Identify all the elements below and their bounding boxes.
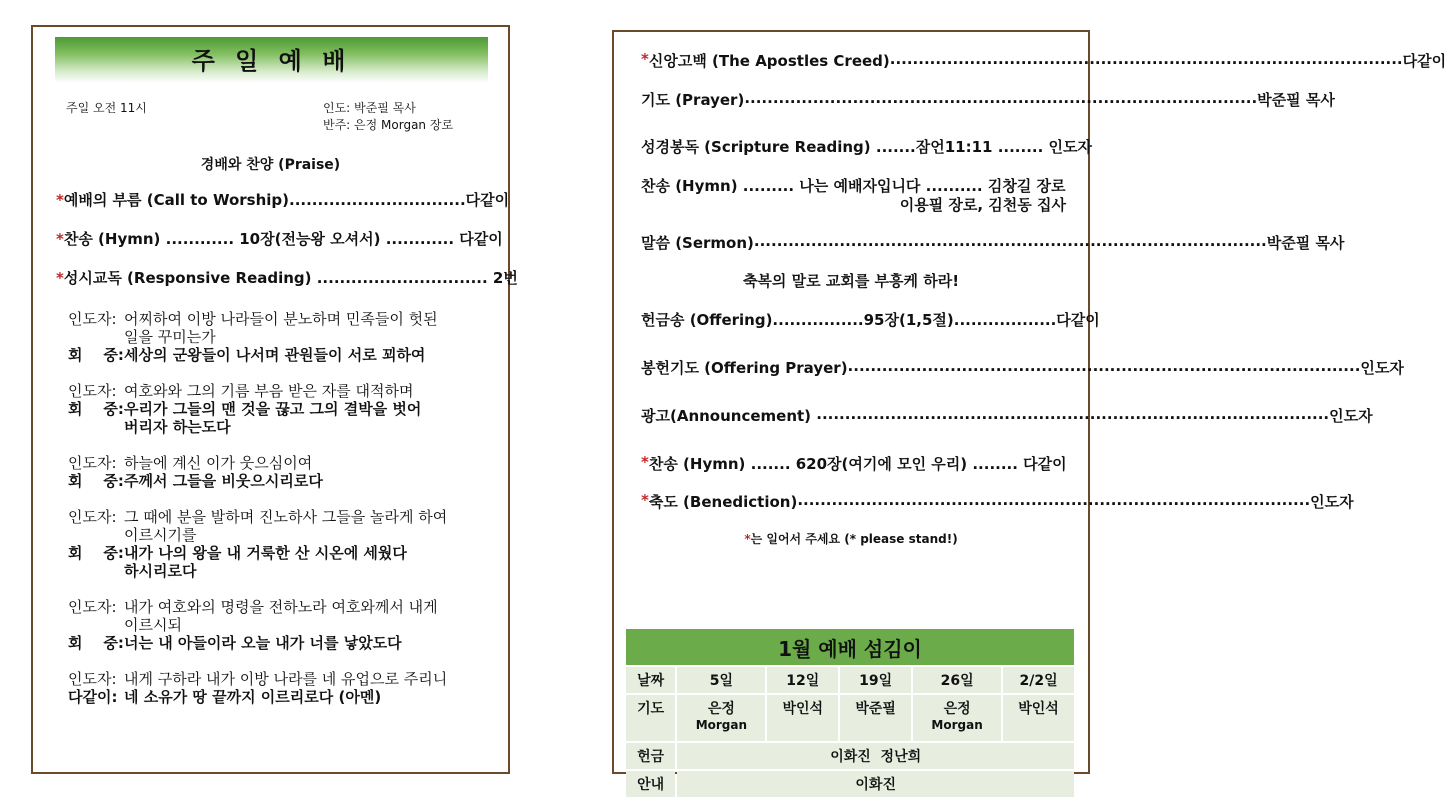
leader-dots: ..........................................................................................: [816, 405, 1330, 423]
responsive-reading-text: 성시교독 (Responsive Reading) .............................. 2번: [63, 269, 518, 287]
stand-note-text: 는 일어서 주세요 (* please stand!): [750, 532, 958, 546]
page-title: 주 일 예 배: [191, 47, 352, 75]
response-line: [68, 544, 498, 580]
speaker-label: 회 중:: [68, 634, 124, 652]
date-cell: 26일: [913, 667, 1001, 693]
hymn-2-line: [641, 175, 1066, 196]
speaker-label: 회 중:: [68, 346, 124, 364]
response-line: [68, 400, 498, 436]
date-label: 날짜: [626, 667, 675, 693]
response-text-cont: 일을 꾸미는가: [124, 328, 216, 346]
speaker-label: 회 중:: [68, 472, 124, 490]
creed-who: 다같이: [1402, 52, 1446, 70]
prayer-line: [641, 89, 1335, 110]
prayer-name-sub: Morgan: [931, 718, 983, 732]
stand-marker: *: [56, 230, 64, 248]
hymn-1: [56, 228, 503, 249]
hymn-1-text: 찬송 (Hymn) ............ 10장(전능왕 오셔서) ............ 다같이: [63, 230, 503, 248]
response-text: 네 소유가 땅 끝까지 이르리로다 (아멘): [124, 688, 382, 706]
sermon-line: [641, 232, 1345, 253]
leader-dots: ..........................................................................................: [889, 50, 1403, 68]
response-text-cont: 하시리로다: [124, 562, 197, 580]
prayer-row-label: 기도: [626, 695, 675, 741]
response-text: 여호와와 그의 기름 부음 받은 자를 대적하며: [124, 382, 414, 400]
sermon-label: 말씀 (Sermon): [641, 234, 754, 252]
leader: 인도: 박준필 목사: [323, 101, 416, 115]
leader-dots: ..........................................................................................: [847, 357, 1361, 375]
response-text: 어찌하여 이방 나라들이 분노하며 민족들이 헛된: [124, 310, 438, 328]
prayer-cell: [1003, 695, 1074, 741]
benediction-label: 축도 (Benediction): [648, 493, 798, 511]
offering-text: 헌금송 (Offering)................95장(1,5절)..................다같이: [641, 311, 1100, 329]
prayer-cell: [677, 695, 765, 741]
speaker-label: 인도자:: [68, 508, 117, 526]
speaker-label: 인도자:: [68, 310, 117, 328]
offering-prayer-label: 봉헌기도 (Offering Prayer): [641, 359, 848, 377]
stand-marker: *: [641, 491, 649, 509]
response-text-cont: 이르시기를: [124, 526, 197, 544]
prayer-cell: [840, 695, 911, 741]
offering-line: [641, 309, 1100, 330]
response-line: [68, 670, 498, 688]
date-cell: 2/2일: [1003, 667, 1074, 693]
sermon-title: 축복의 말로 교회를 부흥케 하라!: [742, 272, 960, 290]
right-page: [612, 30, 1446, 793]
speaker-label: 인도자:: [68, 598, 117, 616]
stand-note: [614, 530, 1088, 547]
speaker-label: 회 중:: [68, 400, 124, 418]
leader-dots: ..........................................................................................: [753, 232, 1267, 250]
hymn-2-text: 찬송 (Hymn) ......... 나는 예배자입니다 .......... 김창길 장로: [641, 177, 1066, 195]
prayer-cell: [767, 695, 838, 741]
response-text: 내가 나의 왕을 내 거룩한 산 시온에 세웠다: [124, 544, 407, 562]
creed-label: 신앙고백 (The Apostles Creed): [648, 52, 890, 70]
stand-marker: *: [56, 191, 64, 209]
responsive-reading: [56, 267, 518, 288]
response-line: [68, 310, 498, 346]
left-page: [31, 25, 518, 774]
speaker-label: 인도자:: [68, 670, 117, 688]
response-text-cont: 이르시되: [124, 616, 182, 634]
response-line: [68, 382, 498, 400]
response-text: 우리가 그들의 맨 것을 끊고 그의 결박을 벗어: [124, 400, 422, 418]
response-text: 내가 여호와의 명령을 전하노라 여호와께서 내게: [124, 598, 438, 616]
benediction-line: [641, 491, 1354, 512]
stand-marker: *: [56, 269, 64, 287]
response-line: [68, 508, 498, 544]
announcement-who: 인도자: [1329, 407, 1373, 425]
prayer-name: 은정: [707, 701, 735, 717]
usher-row-label: 안내: [626, 771, 675, 797]
table-row: [626, 771, 1074, 797]
prayer-name: 박인석: [1018, 701, 1059, 717]
prayer-cell: [913, 695, 1001, 741]
speaker-label: 인도자:: [68, 454, 117, 472]
response-text: 내게 구하라 내가 이방 나라를 네 유업으로 주리니: [124, 670, 448, 688]
announcement-line: [641, 405, 1373, 426]
sermon-who: 박준필 목사: [1266, 234, 1345, 252]
scripture-line: [641, 136, 1092, 157]
response-text: 그 때에 분을 발하며 진노하사 그들을 놀라게 하여: [124, 508, 448, 526]
speaker-label: 회 중:: [68, 544, 124, 562]
stand-marker: *: [641, 453, 649, 471]
accompanist: 반주: 은정 Morgan 장로: [323, 118, 454, 132]
response-text: 주께서 그들을 비웃으시리로다: [124, 472, 323, 490]
prayer-who: 박준필 목사: [1257, 91, 1335, 109]
response-line: [68, 598, 498, 634]
servers-table: [624, 627, 1076, 799]
table-row: [626, 667, 1074, 693]
responsive-reading-body: [68, 310, 498, 706]
response-line: [68, 634, 498, 652]
prayer-label: 기도 (Prayer): [641, 91, 745, 109]
date-cell: 19일: [840, 667, 911, 693]
table-row: [626, 695, 1074, 741]
table-row: [626, 743, 1074, 769]
benediction-who: 인도자: [1310, 493, 1354, 511]
response-text: 너는 내 아들이라 오늘 내가 너를 낳았도다: [124, 634, 402, 652]
response-line: [68, 472, 498, 490]
response-line: [68, 454, 498, 472]
call-to-worship-text: 예배의 부름 (Call to Worship)...............................다같이: [63, 191, 510, 209]
offering-prayer-who: 인도자: [1360, 359, 1404, 377]
creed-line: [641, 50, 1446, 71]
prayer-name: 은정: [943, 701, 971, 717]
hymn-3-line: [641, 453, 1066, 474]
hymn-2-line-2: [641, 194, 1066, 215]
offering-cell: 이화진 정난희: [677, 743, 1074, 769]
offering-prayer-line: [641, 357, 1404, 378]
scripture-text: 성경봉독 (Scripture Reading) .......잠언11:11 ........ 인도자: [641, 138, 1092, 156]
leader-dots: ..........................................................................................: [744, 89, 1258, 107]
response-text: 하늘에 계신 이가 웃으심이여: [124, 454, 313, 472]
praise-heading: 경배와 찬양 (Praise): [200, 157, 341, 173]
stand-marker: *: [641, 50, 649, 68]
announcement-label: 광고(Announcement): [641, 407, 817, 425]
response-line: [68, 346, 498, 364]
date-cell: 12일: [767, 667, 838, 693]
call-to-worship: [56, 189, 509, 210]
hymn-3-text: 찬송 (Hymn) ....... 620장(여기에 모인 우리) ........ 다같이: [648, 455, 1067, 473]
hymn-2-text-cont: 이용필 장로, 김천동 집사: [899, 196, 1066, 214]
title-band: [55, 37, 488, 83]
prayer-name: 박준필: [855, 701, 896, 717]
offering-row-label: 헌금: [626, 743, 675, 769]
stand-marker: *: [744, 532, 751, 546]
prayer-name: 박인석: [782, 701, 824, 717]
leader-dots: ..........................................................................................: [797, 491, 1311, 509]
servers-table-title: 1월 예배 섬김이: [626, 629, 1074, 665]
date-cell: 5일: [677, 667, 765, 693]
prayer-name-sub: Morgan: [695, 718, 748, 732]
service-time: 주일 오전 11시: [66, 101, 147, 115]
response-text: 세상의 군왕들이 나서며 관원들이 서로 꾀하여: [124, 346, 426, 364]
response-text-cont: 버리자 하는도다: [124, 418, 231, 436]
speaker-label: 인도자:: [68, 382, 117, 400]
response-line: [68, 688, 498, 706]
speaker-label: 다같이:: [68, 688, 118, 706]
usher-cell: 이화진: [677, 771, 1074, 797]
